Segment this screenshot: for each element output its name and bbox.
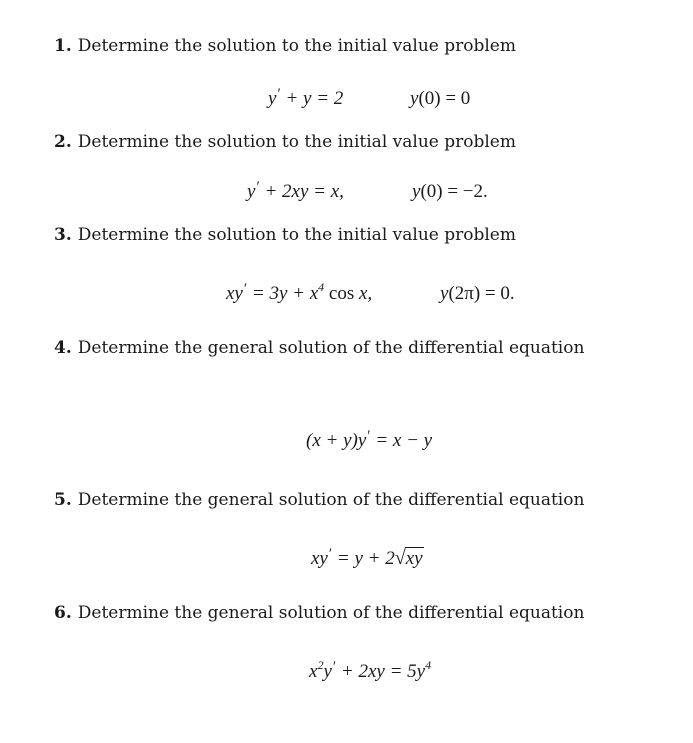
initial-condition-1 xyxy=(410,88,470,110)
eq-term: y xyxy=(247,181,256,202)
eq-term: y xyxy=(412,181,421,202)
prime-mark: ′ xyxy=(243,281,248,297)
problem-text: Determine the general solution of the differential equation xyxy=(77,603,585,623)
problem-number: 4. xyxy=(54,338,72,358)
problem-text: Determine the solution to the initial value problem xyxy=(77,36,516,56)
eq-term: (0) = 0 xyxy=(418,88,471,109)
equation-6 xyxy=(309,658,432,683)
eq-term: = y + 2 xyxy=(332,548,395,569)
problem-5 xyxy=(54,490,584,510)
equation-5 xyxy=(311,547,424,570)
equation-3 xyxy=(226,280,373,305)
equation-2 xyxy=(247,181,344,203)
equation-1 xyxy=(268,88,343,110)
exponent: 4 xyxy=(425,658,432,672)
eq-term: + 2xy = x, xyxy=(259,181,344,202)
problem-3 xyxy=(54,225,516,245)
eq-term: y xyxy=(323,661,332,682)
problem-number: 3. xyxy=(54,225,72,245)
problem-1 xyxy=(54,36,516,56)
problem-number: 1. xyxy=(54,36,72,56)
prime-mark: ′ xyxy=(256,179,260,195)
problem-number: 5. xyxy=(54,490,72,510)
eq-term: (0) = −2. xyxy=(420,181,488,202)
problem-text: Determine the solution to the initial value problem xyxy=(77,132,516,152)
initial-condition-2 xyxy=(412,181,488,203)
prime-mark: ′ xyxy=(332,659,337,675)
cos-function: cos xyxy=(324,283,359,304)
eq-term: x xyxy=(309,661,318,682)
radical-sign: √ xyxy=(394,547,406,569)
prime-mark: ′ xyxy=(277,86,281,102)
eq-term: + y = 2 xyxy=(280,88,344,109)
problem-text: Determine the general solution of the differential equation xyxy=(77,338,585,358)
problem-6 xyxy=(54,603,584,623)
exponent: 4 xyxy=(318,280,325,294)
problem-text: Determine the solution to the initial value problem xyxy=(77,225,516,245)
equation-4 xyxy=(306,430,432,452)
eq-term: + 2xy = 5y xyxy=(336,661,426,682)
eq-term: (2π) = 0. xyxy=(448,283,515,304)
eq-term: x, xyxy=(359,283,373,304)
eq-term: y xyxy=(268,88,277,109)
eq-term: y xyxy=(440,283,449,304)
square-root xyxy=(395,547,424,570)
problem-number: 6. xyxy=(54,603,72,623)
exponent: 2 xyxy=(317,658,324,672)
problem-4 xyxy=(54,338,584,358)
problem-text: Determine the general solution of the differential equation xyxy=(77,490,585,510)
eq-term: xy xyxy=(226,283,243,304)
eq-term: y xyxy=(410,88,419,109)
radicand: xy xyxy=(405,548,423,569)
initial-condition-3 xyxy=(440,283,515,305)
prime-mark: ′ xyxy=(328,546,333,562)
eq-term: = 3y + x xyxy=(247,283,319,304)
eq-term: = x − y xyxy=(370,430,433,451)
eq-term: xy xyxy=(311,548,328,569)
problem-2 xyxy=(54,132,516,152)
problem-number: 2. xyxy=(54,132,72,152)
eq-term: (x + y)y xyxy=(306,430,367,451)
prime-mark: ′ xyxy=(367,428,371,444)
